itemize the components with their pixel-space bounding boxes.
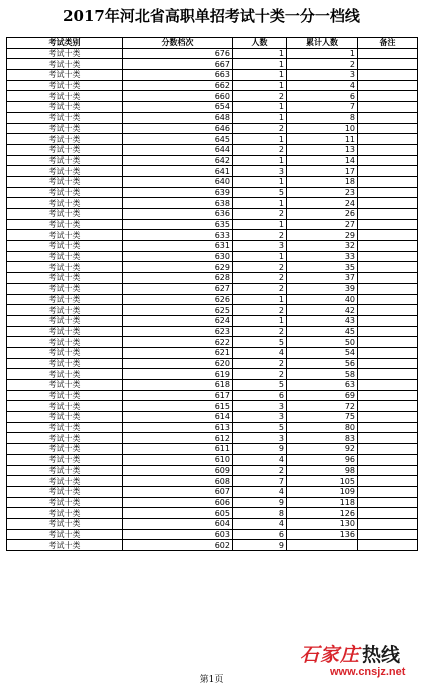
table-row: [7, 198, 418, 209]
cell-category: 考试十类: [7, 358, 123, 369]
cell-score: 631: [123, 241, 233, 252]
cell-cumulative: 58: [287, 369, 358, 380]
cell-score: 628: [123, 273, 233, 284]
cell-category: 考试十类: [7, 209, 123, 220]
cell-score: 606: [123, 497, 233, 508]
cell-note: [358, 230, 418, 241]
watermark-brand-black: 热线: [362, 644, 401, 666]
cell-persons: 1: [233, 315, 287, 326]
cell-score: 610: [123, 454, 233, 465]
cell-note: [358, 518, 418, 529]
cell-category: 考试十类: [7, 369, 123, 380]
cell-category: 考试十类: [7, 305, 123, 316]
cell-note: [358, 48, 418, 59]
cell-cumulative: 2: [287, 59, 358, 70]
cell-note: [358, 529, 418, 540]
cell-category: 考试十类: [7, 476, 123, 487]
cell-category: 考试十类: [7, 187, 123, 198]
cell-score: 642: [123, 155, 233, 166]
cell-cumulative: 105: [287, 476, 358, 487]
page-title: 2017年河北省高职单招考试十类一分一档线: [63, 7, 360, 25]
table-row: [7, 369, 418, 380]
table-row: [7, 305, 418, 316]
cell-score: 603: [123, 529, 233, 540]
cell-score: 654: [123, 102, 233, 113]
cell-note: [358, 540, 418, 551]
header-score: 分数档次: [123, 38, 233, 49]
cell-note: [358, 390, 418, 401]
cell-persons: 1: [233, 112, 287, 123]
cell-cumulative: 98: [287, 465, 358, 476]
table-row: [7, 401, 418, 412]
cell-note: [358, 315, 418, 326]
cell-persons: 2: [233, 209, 287, 220]
cell-cumulative: 4: [287, 80, 358, 91]
cell-score: 611: [123, 444, 233, 455]
table-row: [7, 144, 418, 155]
cell-category: 考试十类: [7, 518, 123, 529]
cell-score: 633: [123, 230, 233, 241]
cell-score: 621: [123, 347, 233, 358]
table-row: [7, 315, 418, 326]
cell-category: 考试十类: [7, 540, 123, 551]
cell-score: 613: [123, 422, 233, 433]
cell-score: 609: [123, 465, 233, 476]
table-row: [7, 176, 418, 187]
cell-persons: 3: [233, 412, 287, 423]
table-row: [7, 241, 418, 252]
cell-cumulative: 27: [287, 219, 358, 230]
cell-persons: 2: [233, 283, 287, 294]
cell-category: 考试十类: [7, 91, 123, 102]
cell-category: 考试十类: [7, 380, 123, 391]
cell-persons: 4: [233, 347, 287, 358]
cell-category: 考试十类: [7, 262, 123, 273]
table-row: [7, 454, 418, 465]
cell-persons: 1: [233, 102, 287, 113]
cell-persons: 8: [233, 508, 287, 519]
cell-score: 667: [123, 59, 233, 70]
cell-note: [358, 486, 418, 497]
cell-category: 考试十类: [7, 59, 123, 70]
cell-category: 考试十类: [7, 251, 123, 262]
cell-persons: 1: [233, 219, 287, 230]
cell-note: [358, 176, 418, 187]
cell-cumulative: 26: [287, 209, 358, 220]
cell-score: 615: [123, 401, 233, 412]
cell-cumulative: 6: [287, 91, 358, 102]
cell-category: 考试十类: [7, 155, 123, 166]
table-row: [7, 166, 418, 177]
cell-score: 626: [123, 294, 233, 305]
header-persons: 人数: [233, 38, 287, 49]
cell-score: 676: [123, 48, 233, 59]
cell-score: 663: [123, 70, 233, 81]
cell-persons: 6: [233, 529, 287, 540]
cell-persons: 1: [233, 59, 287, 70]
cell-persons: 1: [233, 48, 287, 59]
cell-note: [358, 112, 418, 123]
cell-note: [358, 444, 418, 455]
cell-note: [358, 102, 418, 113]
table-row: [7, 155, 418, 166]
cell-category: 考试十类: [7, 70, 123, 81]
cell-category: 考试十类: [7, 486, 123, 497]
cell-persons: 1: [233, 70, 287, 81]
table-row: [7, 337, 418, 348]
cell-score: 640: [123, 176, 233, 187]
cell-category: 考试十类: [7, 123, 123, 134]
table-row: [7, 444, 418, 455]
cell-score: 607: [123, 486, 233, 497]
cell-persons: 2: [233, 465, 287, 476]
cell-cumulative: 17: [287, 166, 358, 177]
cell-cumulative: 50: [287, 337, 358, 348]
cell-cumulative: 11: [287, 134, 358, 145]
cell-cumulative: 23: [287, 187, 358, 198]
cell-cumulative: 18: [287, 176, 358, 187]
cell-category: 考试十类: [7, 219, 123, 230]
cell-category: 考试十类: [7, 241, 123, 252]
cell-score: 617: [123, 390, 233, 401]
cell-note: [358, 283, 418, 294]
cell-cumulative: 109: [287, 486, 358, 497]
score-table: [6, 37, 418, 551]
cell-category: 考试十类: [7, 465, 123, 476]
cell-persons: 2: [233, 262, 287, 273]
cell-note: [358, 337, 418, 348]
cell-category: 考试十类: [7, 48, 123, 59]
cell-persons: 1: [233, 176, 287, 187]
cell-note: [358, 273, 418, 284]
cell-note: [358, 70, 418, 81]
table-row: [7, 540, 418, 551]
table-row: [7, 486, 418, 497]
table-row: [7, 48, 418, 59]
cell-note: [358, 219, 418, 230]
cell-cumulative: 7: [287, 102, 358, 113]
cell-persons: 5: [233, 380, 287, 391]
table-row: [7, 80, 418, 91]
table-row: [7, 209, 418, 220]
cell-note: [358, 144, 418, 155]
table-row: [7, 518, 418, 529]
table-row: [7, 390, 418, 401]
cell-note: [358, 401, 418, 412]
cell-note: [358, 123, 418, 134]
cell-cumulative: [287, 540, 358, 551]
cell-persons: 9: [233, 497, 287, 508]
table-row: [7, 347, 418, 358]
cell-cumulative: 56: [287, 358, 358, 369]
cell-persons: 5: [233, 187, 287, 198]
table-row: [7, 102, 418, 113]
table-row: [7, 326, 418, 337]
cell-score: 625: [123, 305, 233, 316]
cell-cumulative: 32: [287, 241, 358, 252]
cell-note: [358, 358, 418, 369]
table-row: [7, 508, 418, 519]
cell-note: [358, 294, 418, 305]
cell-note: [358, 347, 418, 358]
table-row: [7, 230, 418, 241]
cell-persons: 3: [233, 401, 287, 412]
cell-score: 630: [123, 251, 233, 262]
cell-category: 考试十类: [7, 112, 123, 123]
cell-category: 考试十类: [7, 347, 123, 358]
cell-cumulative: 14: [287, 155, 358, 166]
cell-score: 646: [123, 123, 233, 134]
cell-category: 考试十类: [7, 166, 123, 177]
cell-persons: 4: [233, 454, 287, 465]
cell-note: [358, 433, 418, 444]
cell-score: 614: [123, 412, 233, 423]
cell-score: 660: [123, 91, 233, 102]
cell-note: [358, 209, 418, 220]
cell-cumulative: 126: [287, 508, 358, 519]
cell-category: 考试十类: [7, 412, 123, 423]
cell-score: 644: [123, 144, 233, 155]
cell-persons: 9: [233, 540, 287, 551]
cell-persons: 1: [233, 155, 287, 166]
cell-note: [358, 91, 418, 102]
cell-persons: 2: [233, 123, 287, 134]
table-row: [7, 219, 418, 230]
cell-score: 648: [123, 112, 233, 123]
cell-category: 考试十类: [7, 326, 123, 337]
cell-cumulative: 45: [287, 326, 358, 337]
cell-cumulative: 8: [287, 112, 358, 123]
cell-score: 662: [123, 80, 233, 91]
cell-note: [358, 80, 418, 91]
cell-persons: 3: [233, 166, 287, 177]
cell-note: [358, 59, 418, 70]
cell-cumulative: 10: [287, 123, 358, 134]
cell-score: 612: [123, 433, 233, 444]
cell-cumulative: 33: [287, 251, 358, 262]
cell-category: 考试十类: [7, 454, 123, 465]
cell-cumulative: 39: [287, 283, 358, 294]
table-row: [7, 294, 418, 305]
table-row: [7, 251, 418, 262]
cell-persons: 2: [233, 91, 287, 102]
cell-score: 636: [123, 209, 233, 220]
table-row: [7, 91, 418, 102]
cell-persons: 2: [233, 358, 287, 369]
table-row: [7, 273, 418, 284]
cell-score: 608: [123, 476, 233, 487]
cell-cumulative: 43: [287, 315, 358, 326]
watermark-logo: [300, 640, 420, 684]
table-row: [7, 476, 418, 487]
cell-cumulative: 72: [287, 401, 358, 412]
cell-note: [358, 497, 418, 508]
table-row: [7, 59, 418, 70]
cell-category: 考试十类: [7, 529, 123, 540]
header-cumulative: 累计人数: [287, 38, 358, 49]
header-note: 备注: [358, 38, 418, 49]
table-row: [7, 70, 418, 81]
cell-note: [358, 465, 418, 476]
cell-cumulative: 29: [287, 230, 358, 241]
cell-cumulative: 75: [287, 412, 358, 423]
cell-category: 考试十类: [7, 497, 123, 508]
cell-note: [358, 166, 418, 177]
cell-score: 645: [123, 134, 233, 145]
cell-persons: 2: [233, 144, 287, 155]
cell-score: 635: [123, 219, 233, 230]
cell-note: [358, 198, 418, 209]
cell-persons: 1: [233, 80, 287, 91]
cell-cumulative: 35: [287, 262, 358, 273]
cell-persons: 1: [233, 134, 287, 145]
cell-score: 639: [123, 187, 233, 198]
cell-category: 考试十类: [7, 134, 123, 145]
cell-category: 考试十类: [7, 273, 123, 284]
cell-cumulative: 118: [287, 497, 358, 508]
cell-note: [358, 262, 418, 273]
table-header-row: [7, 38, 418, 49]
table-row: [7, 262, 418, 273]
cell-score: 641: [123, 166, 233, 177]
cell-cumulative: 1: [287, 48, 358, 59]
watermark-url: www.cnsjz.net: [330, 666, 406, 678]
cell-cumulative: 40: [287, 294, 358, 305]
cell-persons: 3: [233, 241, 287, 252]
cell-category: 考试十类: [7, 294, 123, 305]
table-row: [7, 283, 418, 294]
cell-score: 627: [123, 283, 233, 294]
cell-persons: 4: [233, 486, 287, 497]
cell-cumulative: 92: [287, 444, 358, 455]
header-category: 考试类别: [7, 38, 123, 49]
cell-note: [358, 508, 418, 519]
cell-note: [358, 369, 418, 380]
cell-score: 620: [123, 358, 233, 369]
cell-category: 考试十类: [7, 102, 123, 113]
cell-score: 629: [123, 262, 233, 273]
cell-score: 638: [123, 198, 233, 209]
cell-persons: 4: [233, 518, 287, 529]
table-row: [7, 380, 418, 391]
cell-category: 考试十类: [7, 422, 123, 433]
cell-cumulative: 42: [287, 305, 358, 316]
cell-note: [358, 251, 418, 262]
cell-cumulative: 80: [287, 422, 358, 433]
table-row: [7, 433, 418, 444]
cell-persons: 1: [233, 251, 287, 262]
cell-persons: 7: [233, 476, 287, 487]
cell-persons: 5: [233, 337, 287, 348]
cell-category: 考试十类: [7, 508, 123, 519]
cell-note: [358, 422, 418, 433]
cell-score: 602: [123, 540, 233, 551]
table-row: [7, 187, 418, 198]
cell-cumulative: 13: [287, 144, 358, 155]
cell-persons: 2: [233, 230, 287, 241]
table-body: [7, 48, 418, 550]
cell-persons: 3: [233, 433, 287, 444]
table-row: [7, 412, 418, 423]
cell-cumulative: 3: [287, 70, 358, 81]
cell-persons: 5: [233, 422, 287, 433]
cell-note: [358, 380, 418, 391]
cell-score: 605: [123, 508, 233, 519]
cell-category: 考试十类: [7, 444, 123, 455]
cell-category: 考试十类: [7, 283, 123, 294]
cell-persons: 2: [233, 273, 287, 284]
cell-persons: 6: [233, 390, 287, 401]
table-row: [7, 123, 418, 134]
cell-cumulative: 37: [287, 273, 358, 284]
cell-category: 考试十类: [7, 176, 123, 187]
cell-persons: 1: [233, 198, 287, 209]
cell-score: 604: [123, 518, 233, 529]
table-row: [7, 465, 418, 476]
cell-score: 622: [123, 337, 233, 348]
cell-note: [358, 134, 418, 145]
table-row: [7, 358, 418, 369]
cell-persons: 2: [233, 369, 287, 380]
table-row: [7, 112, 418, 123]
cell-persons: 9: [233, 444, 287, 455]
cell-note: [358, 155, 418, 166]
cell-cumulative: 69: [287, 390, 358, 401]
cell-score: 619: [123, 369, 233, 380]
table-row: [7, 497, 418, 508]
cell-note: [358, 476, 418, 487]
table-row: [7, 134, 418, 145]
table-row: [7, 422, 418, 433]
cell-category: 考试十类: [7, 315, 123, 326]
cell-note: [358, 241, 418, 252]
cell-cumulative: 130: [287, 518, 358, 529]
cell-persons: 1: [233, 294, 287, 305]
cell-score: 624: [123, 315, 233, 326]
cell-category: 考试十类: [7, 144, 123, 155]
cell-cumulative: 63: [287, 380, 358, 391]
cell-category: 考试十类: [7, 230, 123, 241]
cell-category: 考试十类: [7, 337, 123, 348]
cell-category: 考试十类: [7, 80, 123, 91]
table-row: [7, 529, 418, 540]
cell-persons: 2: [233, 305, 287, 316]
cell-cumulative: 96: [287, 454, 358, 465]
cell-note: [358, 305, 418, 316]
watermark-brand-red: 石家庄: [300, 644, 361, 666]
cell-cumulative: 54: [287, 347, 358, 358]
cell-category: 考试十类: [7, 390, 123, 401]
cell-score: 623: [123, 326, 233, 337]
cell-note: [358, 326, 418, 337]
cell-category: 考试十类: [7, 433, 123, 444]
cell-cumulative: 136: [287, 529, 358, 540]
page-footer: 第1页: [199, 675, 224, 685]
cell-cumulative: 24: [287, 198, 358, 209]
cell-note: [358, 187, 418, 198]
cell-persons: 2: [233, 326, 287, 337]
cell-note: [358, 412, 418, 423]
cell-cumulative: 83: [287, 433, 358, 444]
cell-note: [358, 454, 418, 465]
cell-score: 618: [123, 380, 233, 391]
cell-category: 考试十类: [7, 198, 123, 209]
cell-category: 考试十类: [7, 401, 123, 412]
